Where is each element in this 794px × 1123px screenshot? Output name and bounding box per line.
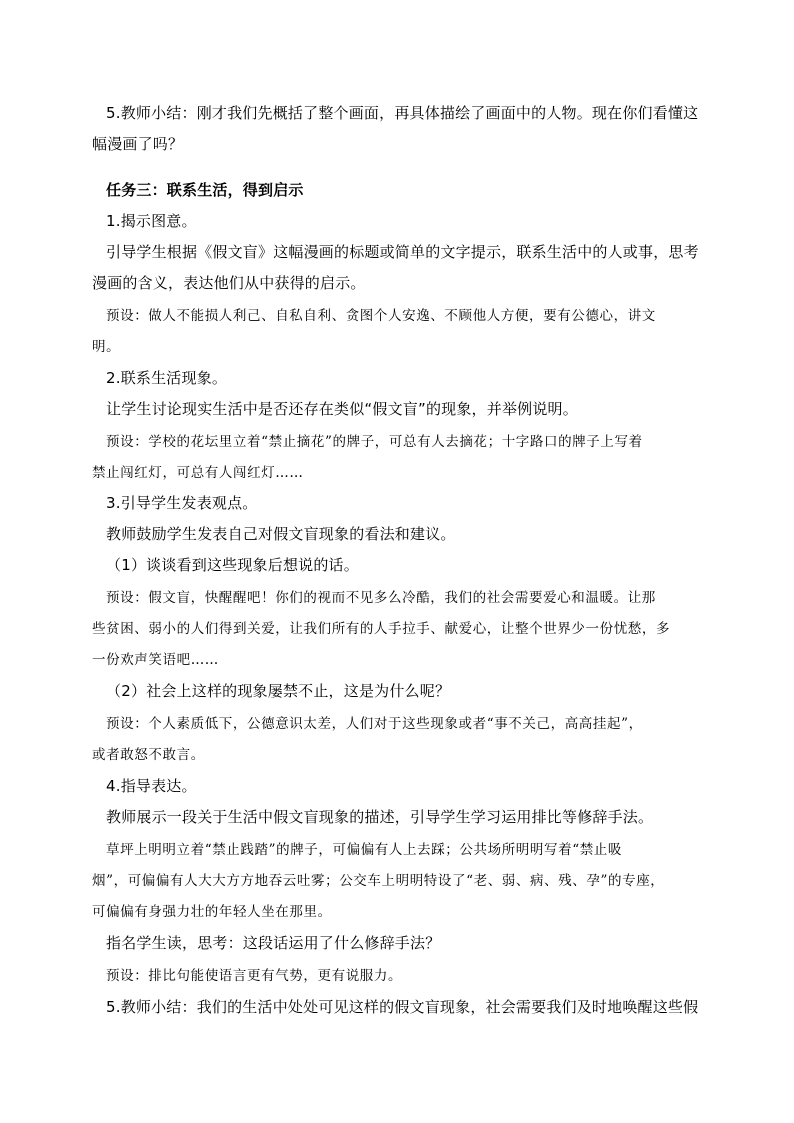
summary-paragraph-line-2: 幅漫画了吗？	[92, 135, 184, 153]
preset-3-line-1: 预设：假文盲，快醒醒吧！你们的视而不见多么冷酷，我们的社会需要爱心和温暖。让那	[106, 590, 656, 606]
step-1-heading: 1.揭示图意。	[106, 212, 197, 230]
reading-question: 指名学生读，思考：这段话运用了什么修辞手法？	[106, 934, 441, 952]
step-1-text-line-1: 引导学生根据《假文盲》这幅漫画的标题或简单的文字提示，联系生活中的人或事，思考	[106, 243, 699, 261]
preset-4-line-1: 预设：个人素质低下，公德意识太差，人们对于这些现象或者“事不关己，高高挂起”，	[106, 716, 643, 732]
step-4-heading: 4.指导表达。	[106, 777, 197, 795]
example-passage-line-2: 烟”，可偏偏有人大大方方地吞云吐雾；公交车上明明特设了“老、弱、病、残、孕”的专座，	[92, 873, 665, 889]
preset-3-line-3: 一份欢声笑语吧……	[92, 652, 219, 668]
step-3-heading: 3.引导学生发表观点。	[106, 494, 258, 512]
preset-2-line-1: 预设：学校的花坛里立着“禁止摘花”的牌子，可总有人去摘花；十字路口的牌子上写着	[106, 434, 643, 450]
preset-3-line-2: 些贫困、弱小的人们得到关爱，让我们所有的人手拉手、献爱心，让整个世界少一份忧愁，多	[92, 621, 671, 637]
example-passage-line-3: 可偏偏有身强力壮的年轻人坐在那里。	[92, 904, 332, 920]
preset-1-line-2: 明。	[92, 339, 121, 355]
final-summary-line-1: 5.教师小结：我们的生活中处处可见这样的假文盲现象，社会需要我们及时地唤醒这些假	[106, 998, 699, 1016]
step-2-text: 让学生讨论现实生活中是否还存在类似“假文盲”的现象，并举例说明。	[106, 400, 578, 418]
step-3-text: 教师鼓励学生发表自己对假文盲现象的看法和建议。	[106, 525, 456, 543]
preset-4-line-2: 或者敢怒不敢言。	[92, 747, 205, 763]
preset-2-line-2: 禁止闯红灯，可总有人闯红灯……	[92, 465, 304, 481]
example-passage-line-1: 草坪上明明立着“禁止践踏”的牌子，可偏偏有人上去踩；公共场所明明写着“禁止吸	[106, 842, 623, 858]
step-4-text: 教师展示一段关于生活中假文盲现象的描述，引导学生学习运用排比等修辞手法。	[106, 808, 654, 826]
preset-5: 预设：排比句能使语言更有气势，更有说服力。	[106, 968, 403, 984]
step-2-heading: 2.联系生活现象。	[106, 369, 228, 387]
step-1-text-line-2: 漫画的含义，表达他们从中获得的启示。	[92, 274, 366, 292]
step-3-sub-1: （1）谈谈看到这些现象后想说的话。	[106, 556, 359, 574]
task-three-heading: 任务三：联系生活，得到启示	[106, 181, 304, 199]
summary-paragraph-line-1: 5.教师小结：刚才我们先概括了整个画面，再具体描绘了画面中的人物。现在你们看懂这	[106, 104, 699, 122]
step-3-sub-2: （2）社会上这样的现象屡禁不止，这是为什么呢？	[106, 682, 451, 700]
preset-1-line-1: 预设：做人不能损人利己、自私自利、贪图个人安逸、不顾他人方便，要有公德心，讲文	[106, 308, 656, 324]
